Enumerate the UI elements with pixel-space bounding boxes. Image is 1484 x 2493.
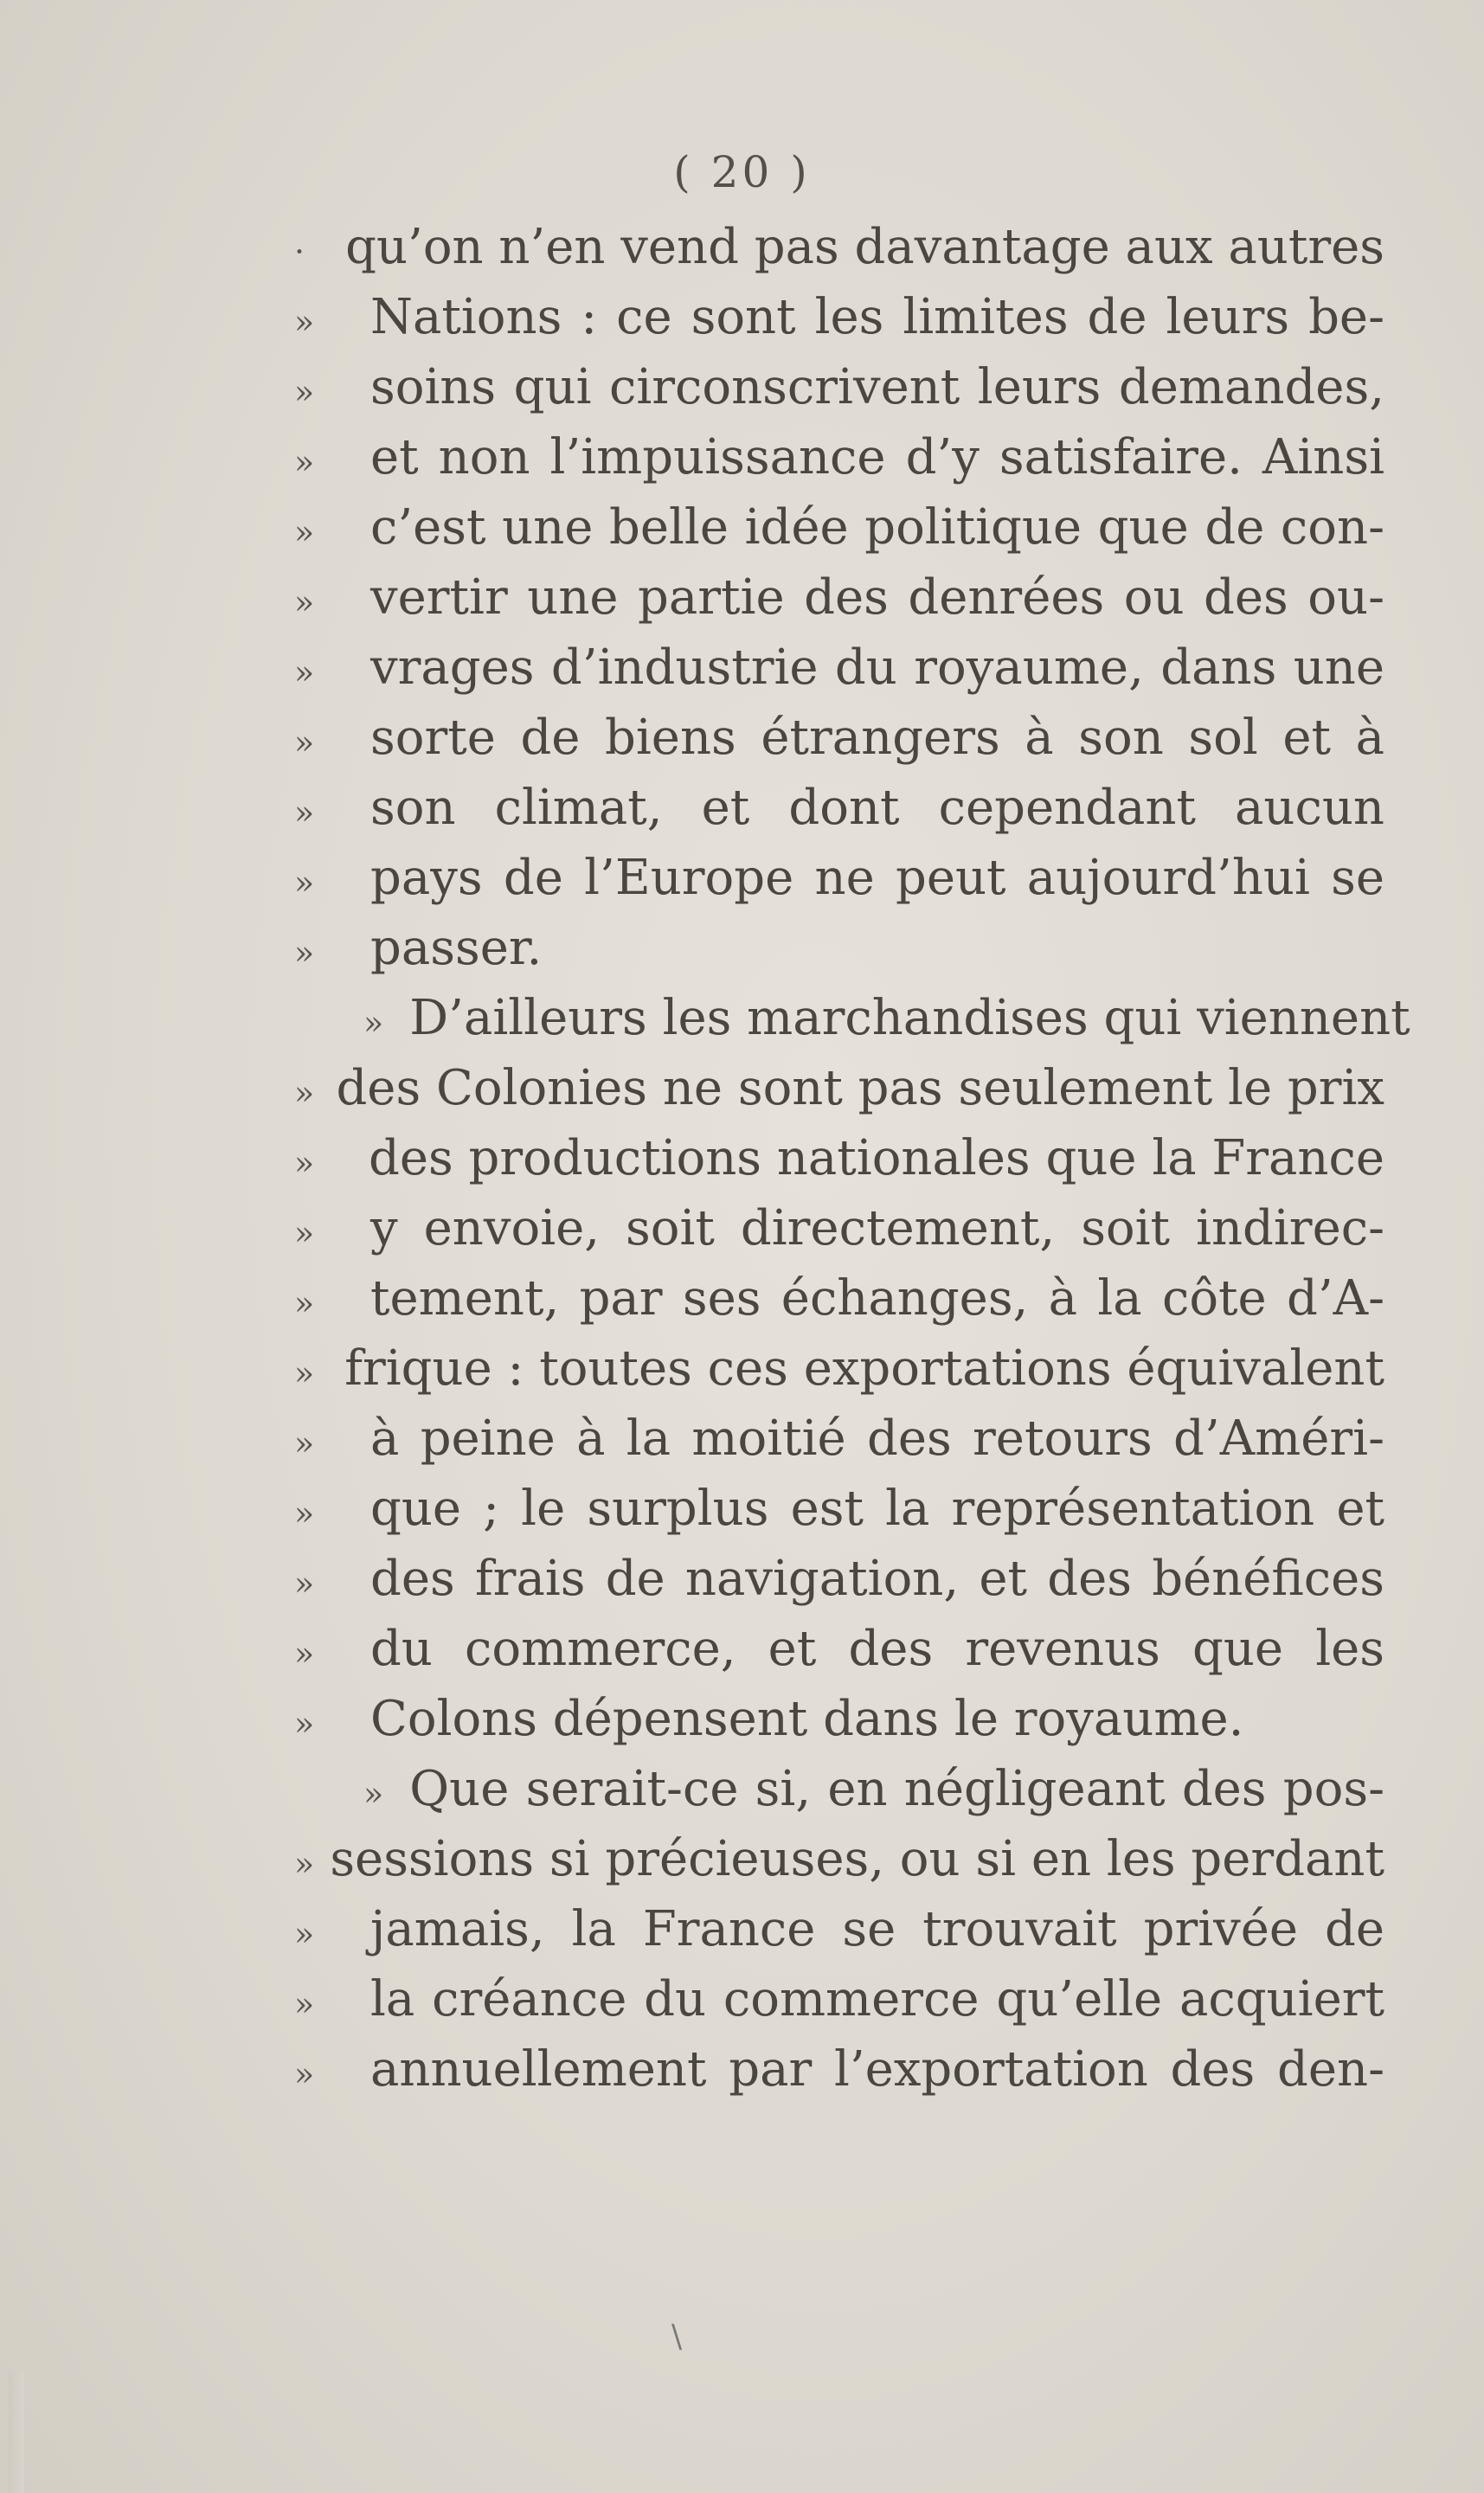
quote-marker: »	[294, 1214, 315, 1252]
text-line	[294, 562, 1384, 633]
text-line	[294, 1684, 1384, 1754]
quote-marker: »	[294, 1915, 315, 1953]
text-line	[294, 1333, 1384, 1404]
line-text: son climat, et dont cependant aucun	[370, 780, 1384, 836]
line-text: du commerce, et des revenus que les	[370, 1621, 1384, 1677]
quote-marker: »	[294, 1354, 315, 1392]
quote-marker: »	[294, 934, 315, 972]
text-line	[294, 1614, 1384, 1684]
quote-marker: »	[294, 1074, 315, 1112]
text-line	[294, 212, 1384, 282]
line-text: qu’on n’en vend pas davantage aux autres	[345, 219, 1384, 275]
line-text: pays de l’Europe ne peut aujourd’hui se	[370, 850, 1384, 906]
text-line	[294, 282, 1384, 352]
text-line	[294, 703, 1384, 773]
quote-marker: »	[294, 1705, 315, 1743]
text-line	[294, 1123, 1384, 1193]
quote-marker: »	[363, 1775, 384, 1813]
quote-marker: »	[294, 794, 315, 832]
text-line	[294, 633, 1384, 703]
line-text: Nations : ce sont les limites de leurs be-	[370, 289, 1384, 345]
text-line	[294, 1193, 1384, 1263]
text-line	[294, 1404, 1384, 1474]
body-text	[294, 212, 1410, 2104]
quote-marker: »	[294, 864, 315, 902]
page-number: ( 20 )	[673, 147, 811, 197]
quote-marker: »	[294, 1284, 315, 1322]
quote-marker: »	[294, 2055, 315, 2093]
line-text: tement, par ses échanges, à la côte d’A-	[370, 1270, 1384, 1327]
quote-marker: »	[294, 1845, 315, 1883]
quote-marker: »	[294, 1565, 315, 1603]
line-text: vertir une partie des denrées ou des ou-	[370, 569, 1384, 626]
line-text: des productions nationales que la France	[368, 1130, 1384, 1186]
text-line	[294, 2034, 1384, 2104]
quote-marker: »	[294, 513, 315, 551]
text-line	[294, 773, 1384, 843]
quote-marker: »	[294, 723, 315, 761]
line-text: sorte de biens étrangers à son sol et à	[370, 710, 1384, 766]
quote-marker: »	[294, 1144, 315, 1182]
line-text: D’ailleurs les marchandises qui viennent	[409, 990, 1410, 1046]
line-text: et non l’impuissance d’y satisfaire. Ainsi	[370, 429, 1384, 485]
text-line	[294, 843, 1384, 913]
line-text: passer.	[370, 920, 543, 976]
text-line	[294, 1754, 1384, 1824]
text-line	[294, 913, 1384, 983]
line-text: des Colonies ne sont pas seulement le prix	[336, 1060, 1384, 1116]
quote-marker: »	[294, 1985, 315, 2023]
line-marker: ·	[294, 233, 305, 271]
line-text: sessions si précieuses, ou si en les perdant	[330, 1831, 1384, 1887]
line-text: c’est une belle idée politique que de con-	[370, 499, 1384, 556]
text-line	[294, 1894, 1384, 1964]
quote-marker: »	[294, 1424, 315, 1462]
quote-marker: »	[294, 1494, 315, 1532]
line-text: y envoie, soit directement, soit indirec-	[370, 1200, 1384, 1256]
line-text: Colons dépensent dans le royaume.	[370, 1691, 1244, 1747]
bottom-mark: \	[671, 2319, 683, 2355]
binding-edge	[9, 2371, 24, 2493]
line-text: frique : toutes ces exportations équivalent	[344, 1340, 1384, 1397]
text-line	[294, 1964, 1384, 2034]
quote-marker: »	[294, 653, 315, 691]
line-text: Que serait-ce si, en négligeant des pos-	[409, 1761, 1384, 1817]
quote-marker: »	[294, 1635, 315, 1673]
quote-marker: »	[363, 1004, 384, 1042]
line-text: jamais, la France se trouvait privée de	[370, 1901, 1384, 1957]
text-line	[294, 1053, 1384, 1123]
text-line	[294, 352, 1384, 422]
line-text: vrages d’industrie du royaume, dans une	[370, 639, 1384, 696]
quote-marker: »	[294, 373, 315, 411]
quote-marker: »	[294, 303, 315, 341]
line-text: des frais de navigation, et des bénéfices	[370, 1551, 1384, 1607]
line-text: la créance du commerce qu’elle acquiert	[370, 1971, 1384, 2027]
quote-marker: »	[294, 443, 315, 481]
line-text: soins qui circonscrivent leurs demandes,	[370, 359, 1384, 415]
text-line	[294, 1824, 1384, 1894]
text-line	[294, 422, 1384, 492]
line-text: annuellement par l’exportation des den-	[370, 2041, 1384, 2098]
text-line	[294, 1474, 1384, 1544]
text-line	[294, 1544, 1384, 1614]
text-line	[294, 1263, 1384, 1333]
text-line	[294, 983, 1410, 1053]
line-text: que ; le surplus est la représentation et	[370, 1481, 1384, 1537]
line-text: à peine à la moitié des retours d’Améri-	[370, 1410, 1384, 1467]
quote-marker: »	[294, 583, 315, 621]
text-line	[294, 492, 1384, 562]
